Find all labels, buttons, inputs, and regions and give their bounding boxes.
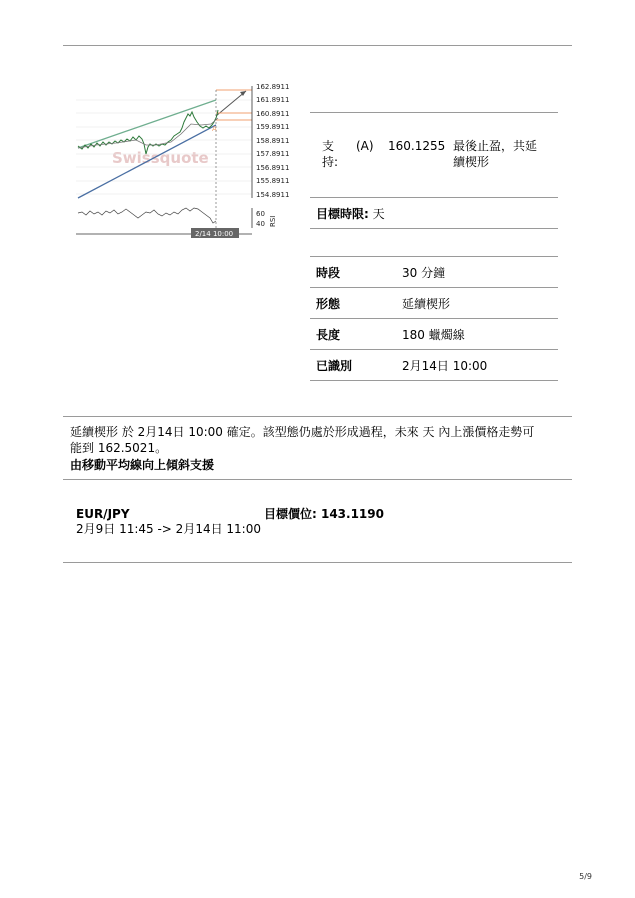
price-tick-label: 155.8911 [256, 177, 290, 185]
projection-arrow [216, 91, 246, 116]
price-tick-label: 154.8911 [256, 191, 290, 199]
description-bold-line: 由移動平均線向上傾斜支援 [70, 458, 215, 472]
price-tick-label: 159.8911 [256, 123, 290, 131]
price-tick-label: 158.8911 [256, 137, 290, 145]
row-value: 2月14日 10:00 [396, 350, 558, 381]
price-series [78, 110, 218, 154]
support-label: 支 持: [322, 139, 339, 169]
description-line-2: 能到 162.5021。 [70, 441, 168, 455]
upper-trendline [78, 100, 216, 148]
table-row [310, 319, 558, 350]
top-rule [63, 45, 572, 46]
pair-bottom-rule [63, 562, 572, 563]
target-period-value: 天 [372, 207, 385, 221]
target-period-rule [310, 228, 558, 229]
price-tick-label: 156.8911 [256, 164, 290, 172]
price-tick-label: 161.8911 [256, 96, 290, 104]
row-value: 30 分鐘 [396, 257, 558, 288]
pair-target: 目標價位: 143.1190 [264, 507, 384, 521]
support-value: 160.1255 [388, 139, 446, 153]
row-key: 時段 [310, 257, 396, 288]
description-top-rule [63, 416, 572, 417]
rsi-axis-label: RSI [269, 215, 277, 227]
pattern-info-table [310, 256, 558, 381]
price-tick-label: 160.8911 [256, 110, 290, 118]
chart-grid [76, 100, 252, 194]
target-period-label: 目標時限: [316, 207, 369, 221]
rsi-series [78, 208, 216, 223]
point-a-label: A [212, 125, 217, 133]
row-key: 形態 [310, 288, 396, 319]
support-note: 最後止盈，共延 續楔形 [453, 139, 538, 169]
price-tick-label: 162.8911 [256, 83, 290, 91]
rsi-tick-label: 40 [256, 220, 265, 228]
support-bottom-rule [310, 197, 558, 198]
support-point: (A) [356, 139, 374, 153]
pair-symbol: EUR/JPY [76, 507, 130, 521]
rsi-tick-label: 60 [256, 210, 265, 218]
description-bottom-rule [63, 479, 572, 480]
pair-range: 2月9日 11:45 -> 2月14日 11:00 [76, 522, 261, 536]
time-label: 2/14 10:00 [195, 230, 234, 238]
table-row [310, 257, 558, 288]
target-lines [216, 90, 252, 120]
description-line-1: 延續楔形 於 2月14日 10:00 確定。該型態仍處於形成過程，未來 天 內上漲價格走勢可 [70, 425, 535, 439]
row-key: 長度 [310, 319, 396, 350]
chart-watermark: Swissquote [112, 149, 209, 167]
pattern-chart [76, 82, 290, 242]
table-row [310, 350, 558, 381]
row-key: 已識別 [310, 350, 396, 381]
page-number: 5/9 [579, 872, 592, 881]
support-top-rule [310, 112, 558, 113]
row-value: 180 蠟燭線 [396, 319, 558, 350]
table-row [310, 288, 558, 319]
row-value: 延續楔形 [396, 288, 558, 319]
price-tick-label: 157.8911 [256, 150, 290, 158]
target-period [316, 206, 385, 222]
chart-svg [76, 82, 290, 242]
